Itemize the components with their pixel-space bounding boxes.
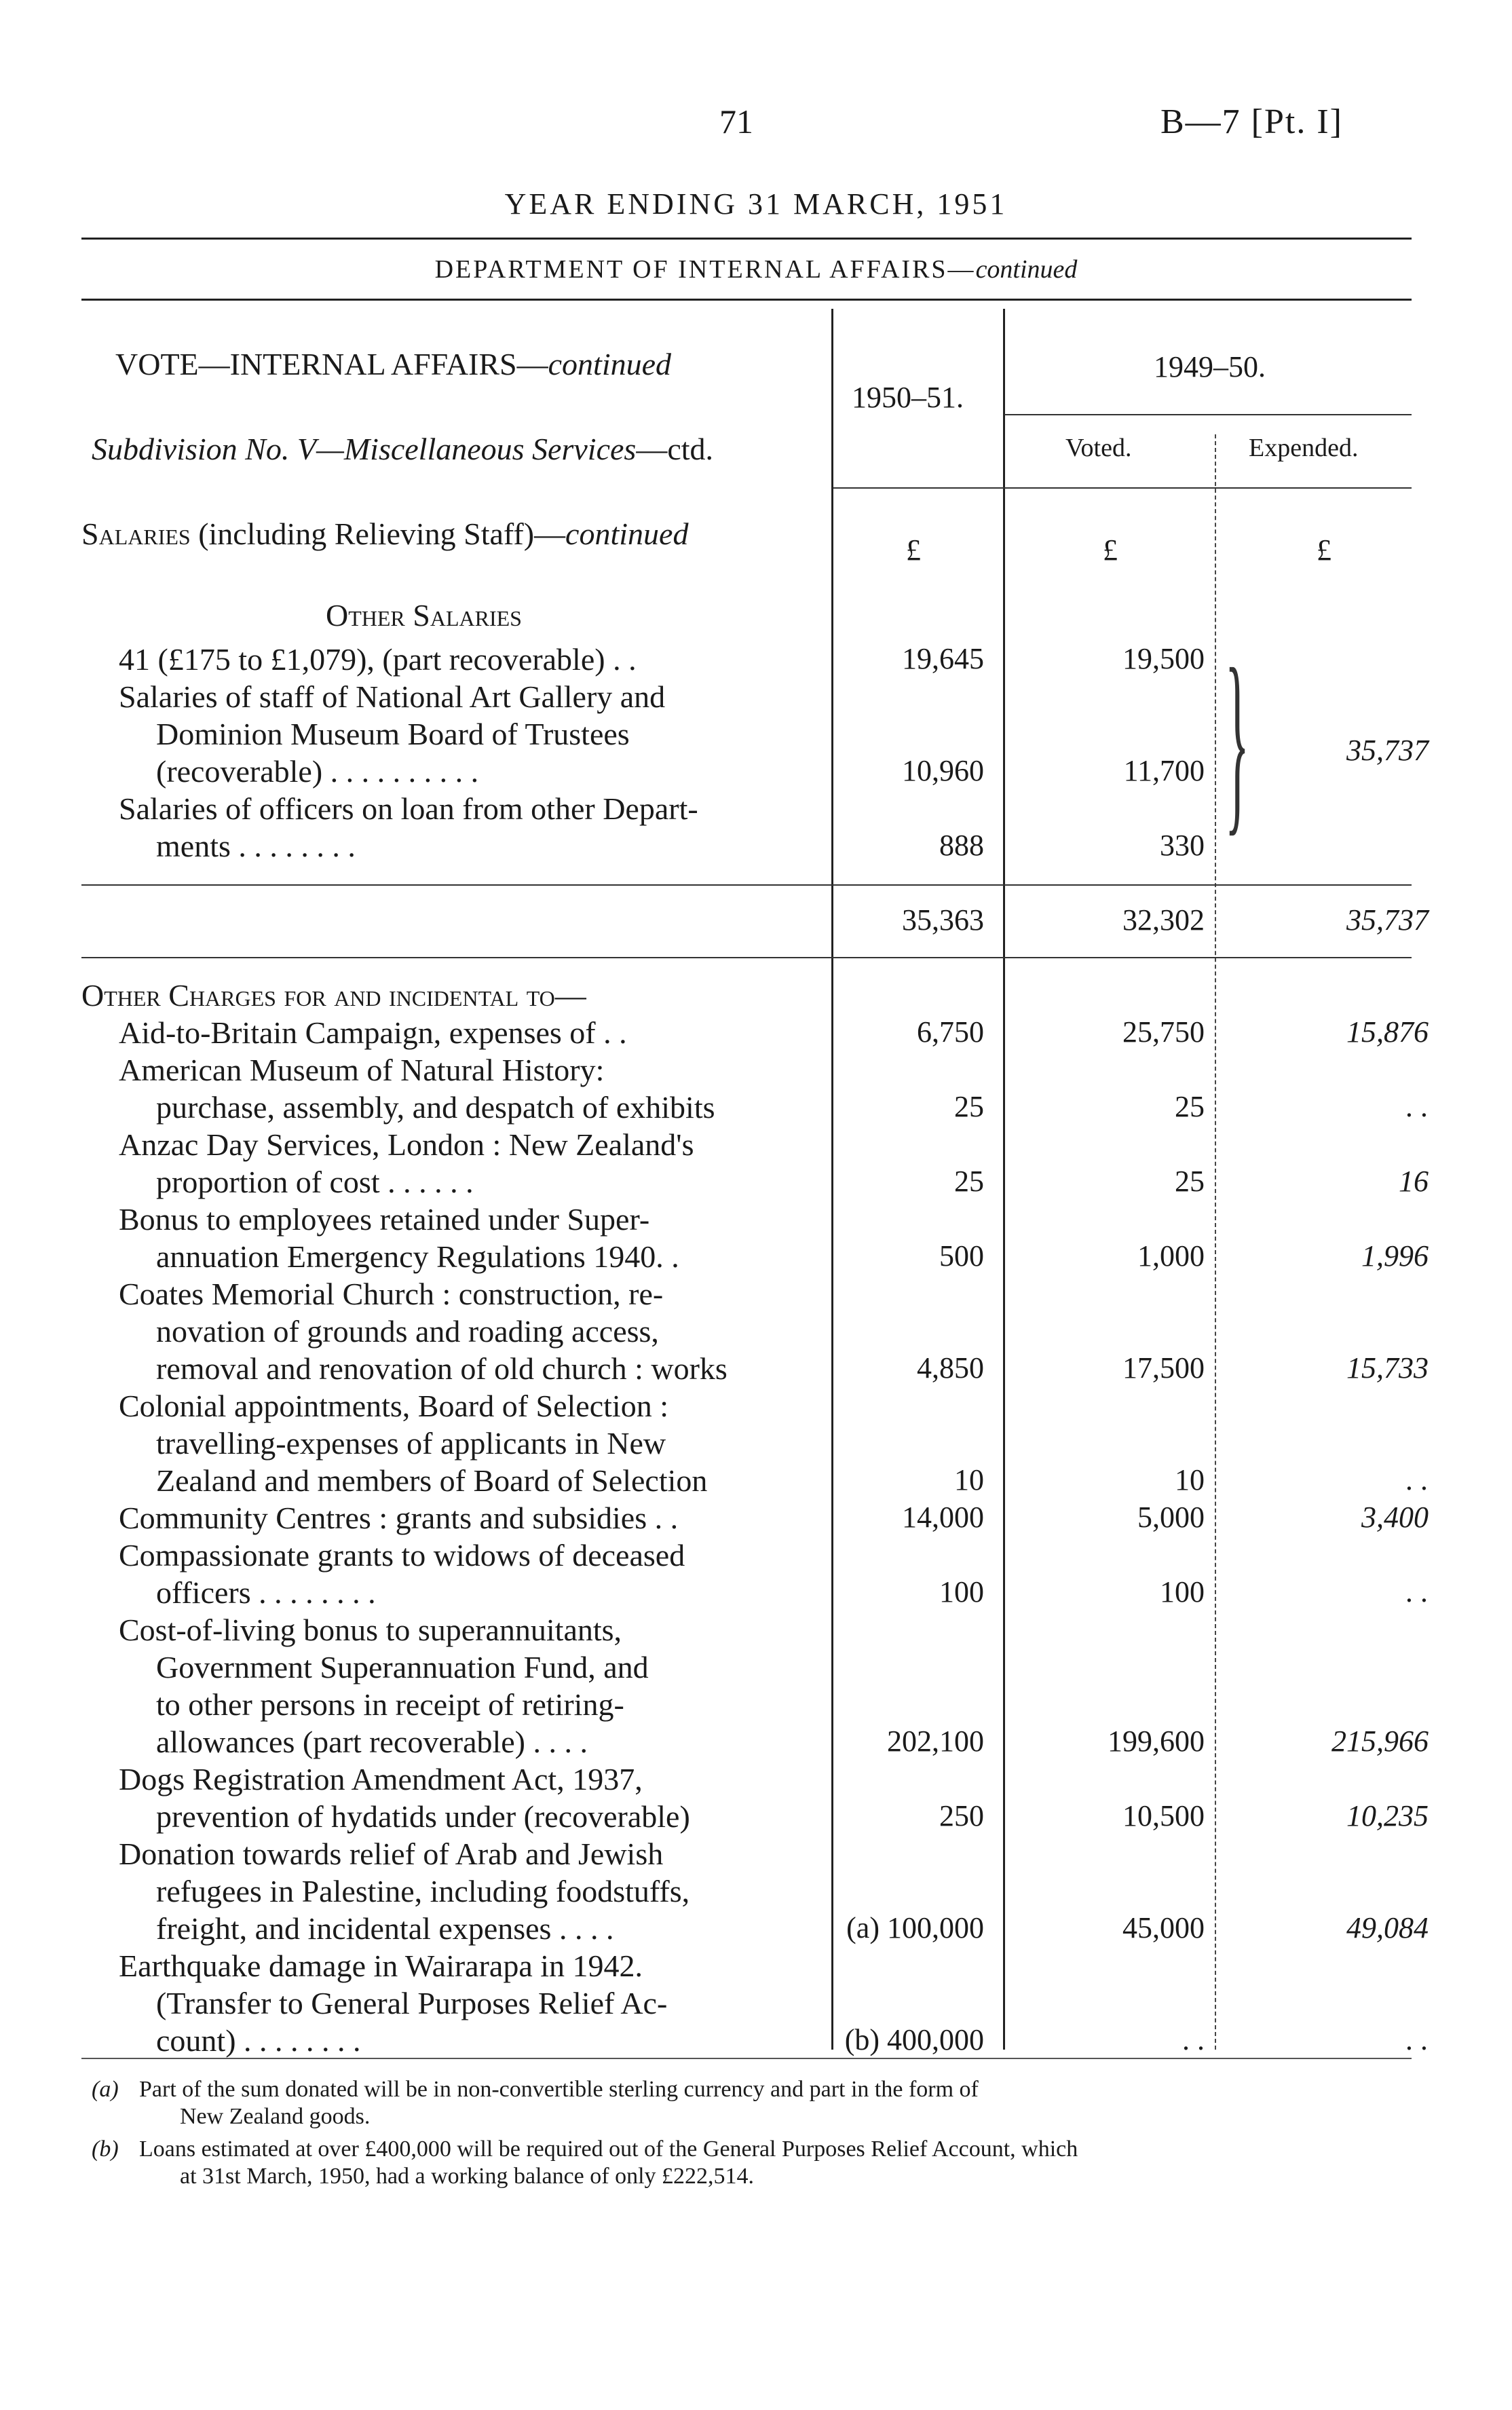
value-expended: . . bbox=[1406, 1090, 1429, 1123]
footnote-line: Part of the sum donated will be in non-convertible sterling currency and part in the form of bbox=[139, 2077, 979, 2102]
row-text-line: officers . . . . . . . . bbox=[156, 1575, 376, 1610]
value-1950-51: 19,645 bbox=[902, 642, 984, 675]
row-text-line: Government Superannuation Fund, and bbox=[156, 1650, 649, 1684]
salaries-total-expended: 35,737 bbox=[1346, 903, 1429, 937]
row-text-line: Colonial appointments, Board of Selection : bbox=[119, 1389, 668, 1423]
row-text-line: Salaries of officers on loan from other Depart- bbox=[119, 791, 698, 826]
row-text-line: Dogs Registration Amendment Act, 1937, bbox=[119, 1762, 643, 1796]
column-rule-2 bbox=[1003, 309, 1005, 2050]
subdivision-title: Subdivision No. V—Miscellaneous Services—ctd. bbox=[92, 432, 714, 466]
expended-group-total: 35,737 bbox=[1346, 734, 1429, 767]
row-text-line: Cost-of-living bonus to superannuitants, bbox=[119, 1613, 622, 1647]
value-expended: 15,876 bbox=[1346, 1015, 1429, 1049]
document-reference: B—7 [Pt. I] bbox=[1160, 102, 1343, 141]
row-text-line: count) . . . . . . . . bbox=[156, 2023, 361, 2058]
value-1950-51: 888 bbox=[939, 829, 984, 862]
row-text-line: prevention of hydatids under (recoverable) bbox=[156, 1799, 690, 1834]
row-text-line: purchase, assembly, and despatch of exhibits bbox=[156, 1090, 715, 1125]
value-voted: 100 bbox=[1160, 1575, 1205, 1608]
value-1950-51: 500 bbox=[939, 1239, 984, 1273]
row-text-line: Dominion Museum Board of Trustees bbox=[156, 717, 630, 751]
currency-voted: £ bbox=[1103, 533, 1118, 567]
col-header-1950-51: 1950–51. bbox=[852, 381, 964, 414]
row-text-line: Salaries of staff of National Art Gallery and bbox=[119, 679, 666, 714]
value-voted: 330 bbox=[1160, 829, 1205, 862]
vote-title: VOTE—INTERNAL AFFAIRS—continued bbox=[115, 347, 672, 381]
value-expended: 3,400 bbox=[1361, 1501, 1429, 1534]
value-1950-51: 202,100 bbox=[887, 1725, 984, 1758]
row-text-line: refugees in Palestine, including foodstuffs, bbox=[156, 1874, 690, 1908]
value-expended: 1,996 bbox=[1361, 1239, 1429, 1273]
row-text-line: Coates Memorial Church : construction, re- bbox=[119, 1277, 664, 1311]
value-1950-51: (a) 100,000 bbox=[846, 1911, 984, 1944]
salaries-heading: Salaries (including Relieving Staff)—continued bbox=[81, 516, 689, 551]
other-salaries-heading: Other Salaries bbox=[326, 598, 522, 633]
rule-salaries-total-top bbox=[81, 884, 1412, 886]
value-voted: 5,000 bbox=[1137, 1501, 1205, 1534]
col-header-expended: Expended. bbox=[1249, 434, 1359, 462]
row-text-line: Bonus to employees retained under Super- bbox=[119, 1202, 650, 1237]
value-1950-51: 10,960 bbox=[902, 754, 984, 787]
footnote-line: Loans estimated at over £400,000 will be required out of the General Purposes Relief Account, which bbox=[139, 2136, 1078, 2162]
col-header-1949-50: 1949–50. bbox=[1154, 350, 1266, 383]
row-text-line: Donation towards relief of Arab and Jewish bbox=[119, 1837, 664, 1871]
footnote-mark: (b) bbox=[92, 2136, 119, 2162]
value-1950-51: 25 bbox=[954, 1090, 984, 1123]
value-voted: . . bbox=[1182, 2023, 1205, 2056]
column-rule-3 bbox=[1215, 434, 1216, 2050]
rule-head-bottom bbox=[833, 487, 1412, 489]
value-expended: 16 bbox=[1399, 1165, 1429, 1198]
value-voted: 199,600 bbox=[1108, 1725, 1205, 1758]
row-text-line: 41 (£175 to £1,079), (part recoverable) . . bbox=[119, 642, 637, 677]
salaries-total-voted: 32,302 bbox=[1122, 903, 1205, 937]
row-text-line: freight, and incidental expenses . . . . bbox=[156, 1911, 614, 1946]
row-text-line: removal and renovation of old church : works bbox=[156, 1351, 727, 1386]
footnote-line: at 31st March, 1950, had a working balance of only £222,514. bbox=[180, 2164, 755, 2189]
value-voted: 10 bbox=[1175, 1463, 1205, 1496]
row-text-line: travelling-expenses of applicants in New bbox=[156, 1426, 666, 1461]
value-1950-51: 14,000 bbox=[902, 1501, 984, 1534]
value-1950-51: 6,750 bbox=[917, 1015, 984, 1049]
value-voted: 25,750 bbox=[1122, 1015, 1205, 1049]
value-expended: 15,733 bbox=[1346, 1351, 1429, 1385]
year-title: YEAR ENDING 31 MARCH, 1951 bbox=[504, 187, 1008, 221]
row-text-line: Compassionate grants to widows of deceased bbox=[119, 1538, 685, 1573]
row-text-line: Community Centres : grants and subsidies . . bbox=[119, 1501, 679, 1535]
value-voted: 45,000 bbox=[1122, 1911, 1205, 1944]
value-1950-51: (b) 400,000 bbox=[844, 2023, 984, 2056]
value-voted: 25 bbox=[1175, 1165, 1205, 1198]
rule-salaries-total-bottom bbox=[81, 957, 1412, 958]
row-text-line: to other persons in receipt of retiring- bbox=[156, 1687, 624, 1722]
value-1950-51: 25 bbox=[954, 1165, 984, 1198]
currency-1950: £ bbox=[906, 533, 921, 567]
row-text-line: (Transfer to General Purposes Relief Ac- bbox=[156, 1986, 668, 2020]
row-text-line: annuation Emergency Regulations 1940. . bbox=[156, 1239, 679, 1274]
currency-expended: £ bbox=[1317, 533, 1331, 567]
value-expended: 49,084 bbox=[1346, 1911, 1429, 1944]
brace-icon: } bbox=[1225, 627, 1249, 852]
value-1950-51: 250 bbox=[939, 1799, 984, 1832]
salaries-total-1950: 35,363 bbox=[902, 903, 984, 937]
col-header-voted: Voted. bbox=[1065, 434, 1132, 462]
row-text-line: (recoverable) . . . . . . . . . . bbox=[156, 754, 479, 789]
value-expended: 10,235 bbox=[1346, 1799, 1429, 1832]
row-text-line: novation of grounds and roading access, bbox=[156, 1314, 659, 1349]
row-text-line: Anzac Day Services, London : New Zealand's bbox=[119, 1127, 694, 1162]
row-text-line: Aid-to-Britain Campaign, expenses of . . bbox=[119, 1015, 627, 1050]
department-title: DEPARTMENT OF INTERNAL AFFAIRS—continued bbox=[434, 255, 1078, 284]
value-voted: 25 bbox=[1175, 1090, 1205, 1123]
value-expended: . . bbox=[1406, 1463, 1429, 1496]
value-expended: 215,966 bbox=[1331, 1725, 1429, 1758]
value-voted: 10,500 bbox=[1122, 1799, 1205, 1832]
rule-table-bottom bbox=[81, 2058, 1412, 2059]
other-charges-heading: Other Charges for and incidental to— bbox=[81, 978, 586, 1013]
row-text-line: Earthquake damage in Wairarapa in 1942. bbox=[119, 1948, 643, 1983]
rule-dept bbox=[81, 299, 1412, 301]
rule-top bbox=[81, 238, 1412, 240]
row-text-line: American Museum of Natural History: bbox=[119, 1053, 605, 1087]
row-text-line: ments . . . . . . . . bbox=[156, 829, 356, 863]
page-number: 71 bbox=[719, 102, 753, 140]
footnote-mark: (a) bbox=[92, 2077, 119, 2102]
footnote-line: New Zealand goods. bbox=[180, 2104, 371, 2129]
value-voted: 11,700 bbox=[1123, 754, 1205, 787]
value-voted: 19,500 bbox=[1122, 642, 1205, 675]
row-text-line: proportion of cost . . . . . . bbox=[156, 1165, 474, 1199]
row-text-line: Zealand and members of Board of Selection bbox=[156, 1463, 708, 1498]
column-rule-1 bbox=[831, 309, 833, 2050]
value-voted: 1,000 bbox=[1137, 1239, 1205, 1273]
value-expended: . . bbox=[1406, 2023, 1429, 2056]
row-text-line: allowances (part recoverable) . . . . bbox=[156, 1725, 588, 1759]
value-expended: . . bbox=[1406, 1575, 1429, 1608]
value-voted: 17,500 bbox=[1122, 1351, 1205, 1385]
rule-1949-50 bbox=[1004, 414, 1412, 415]
value-1950-51: 10 bbox=[954, 1463, 984, 1496]
value-1950-51: 100 bbox=[939, 1575, 984, 1608]
value-1950-51: 4,850 bbox=[917, 1351, 984, 1385]
